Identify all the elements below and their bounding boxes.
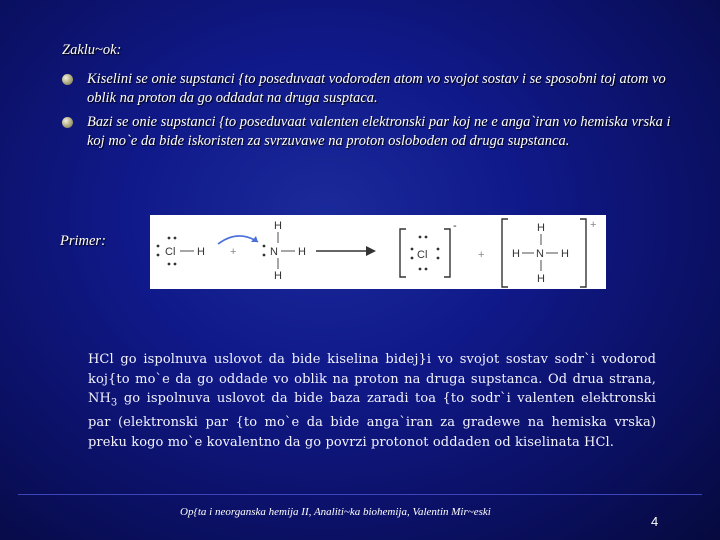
chloride-ion [400,220,457,277]
bullet-acids [62,70,672,107]
reaction-arrow-icon [316,246,376,256]
h-atom: H [537,222,545,234]
paragraph-text: HCl go ispolnuva uslovot da bide kiselina bidej}i vo svojot sostav sodr`i vodorod koj{to mo`e da go oddade vo oblik na proton na druga supstanca. Od drua strana, NH [88,352,656,406]
plus-sign: + [230,246,237,258]
n-atom: N [536,248,544,260]
cl-atom: Cl [417,249,428,261]
h-atom: H [274,270,282,282]
bullet-icon [62,74,73,85]
h-atom: H [274,220,282,232]
bullet-text: Bazi se onie supstanci {to poseduvaat valenten elektronski par koj ne e anga`iran vo hemiska vrska i koj mo`e da bide iskoristen za svrzuvawe na proton osloboden od druga supstanca. [87,114,671,149]
minus-charge: - [453,220,457,232]
explanation-paragraph [88,350,656,452]
h-atom: H [537,273,545,285]
hcl-molecule [157,237,205,266]
n-atom: N [270,246,278,258]
example-label: Primer: [60,233,106,249]
page-number: 4 [651,514,659,529]
paragraph-text: go ispolnuva uslovot da bide baza zaradi toa {to sodr`i valenten elektronski par (elektronski par {to mo`e da bide anga`iran za gradewe na hemiska vrska) preku kogo mo`e kovalentno da go povrzi protonot oddaden od kiselinata HCl. [88,391,656,450]
h-atom: H [197,246,205,258]
h-atom: H [298,246,306,258]
footer-credits: Op{ta i neorganska hemija II, Analiti~ka biohemija, Valentin Mir~eski [180,506,491,518]
subscript-3: 3 [110,397,118,409]
plus-sign: + [478,249,485,261]
ammonium-ion [502,219,596,287]
footer-divider [18,494,702,495]
h-atom: H [561,248,569,260]
cl-atom: Cl [165,246,176,258]
plus-charge: + [590,219,597,231]
ammonia-molecule [263,220,306,282]
bullet-icon [62,117,73,128]
conclusion-heading: Zaklu~ok: [62,42,122,58]
curved-arrow-icon [218,236,258,244]
bullet-bases [62,113,672,150]
h-atom: H [512,248,520,260]
bullet-text: Kiselini se onie supstanci {to poseduvaat vodoroden atom vo svojot sostav i se sposobni toj atom vo oblik na proton da go oddadat na druga susptaca. [87,71,666,106]
reaction-diagram [150,215,606,289]
